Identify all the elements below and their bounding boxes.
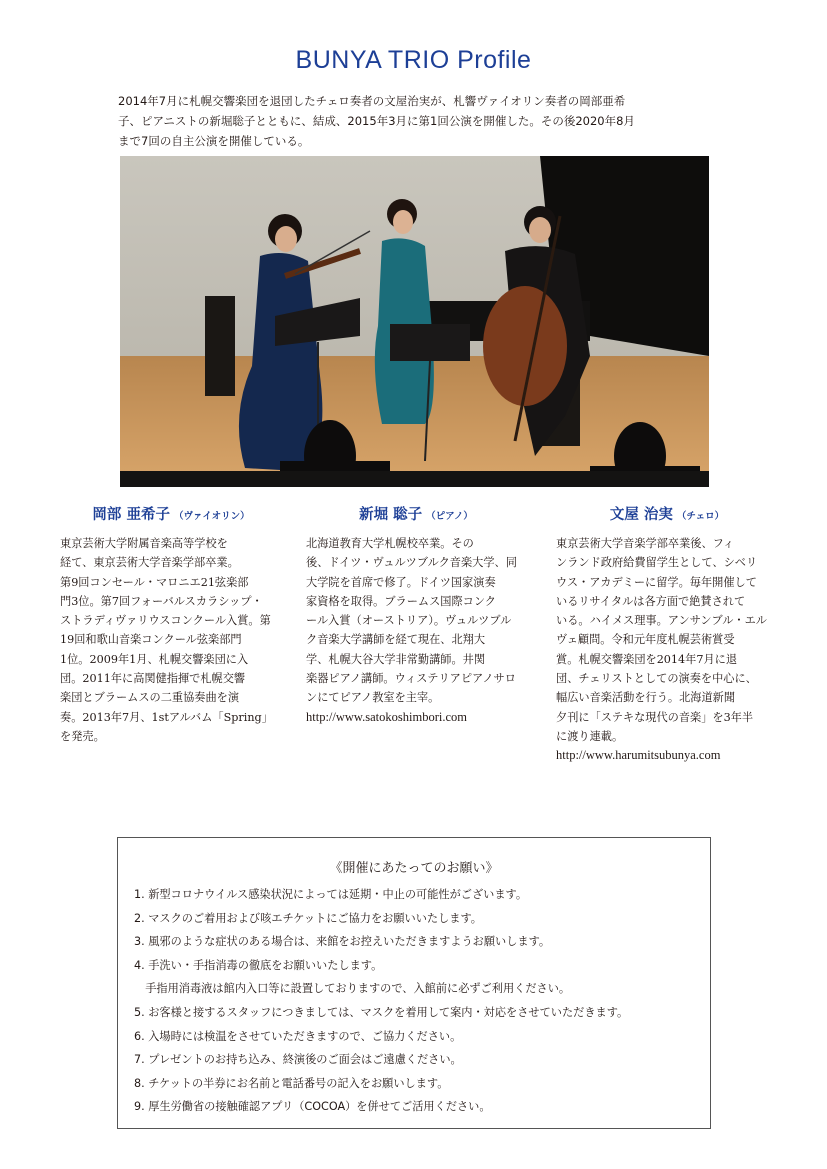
notice-item: 7. プレゼントのお持ち込み、終演後のご面会はご遠慮ください。 [134,1053,462,1067]
notice-item: 3. 風邪のような症状のある場合は、来館をお控えいただきますようお願いします。 [134,935,551,949]
member-name: 新堀 聡子 （ピアノ） [359,506,473,523]
notice-item: 2. マスクのご着用および咳エチケットにご協力をお願いいたします。 [134,911,482,925]
page-title: BUNYA TRIO Profile [295,46,532,74]
notice-item: 8. チケットの半券にお名前と電話番号の記入をお願いします。 [134,1076,449,1090]
trio-concert-photo [120,156,709,487]
notice-list [118,883,710,1119]
member-bio: 東京芸術大学音楽学部卒業後、フィ ンランド政府給費留学生として、シベリ ウス・アカデミーに留学。毎年開催して いるリサイタルは各方面で絶賛されて いる。ハイメス理事。アンサンブル・エル ヴェ顧問。令和元年度札幌芸術賞受 賞。札幌交響楽団を2014年7月に退 団、チェリストとしての演奏を中心に、 幅広い音楽活動を行う。北海道新聞 夕刊に「ステキな現代の音楽」を3年半 に渡り連載。 [556,537,767,743]
member-name: 岡部 亜希子 （ヴァイオリン） [92,506,250,523]
member-bunya [556,503,778,766]
member-bio: 北海道教育大学札幌校卒業。その 後、ドイツ・ヴュルツブルク音楽大学、同 大学院を首席で修了。ドイツ国家演奏 家資格を取得。ブラームス国際コンク ール入賞（オーストリア）。ヴュルツブル ク音楽大学講師を経て現在、北翔大 学、札幌大谷大学非常勤講師。井関 楽器ピアノ講師。ウィステリアピアノサロ ンにてピアノ教室を主宰。 [306,537,517,705]
notice-item: 9. 厚生労働省の接触確認アプリ（COCOA）を併せてご活用ください。 [134,1100,491,1114]
member-bio: 東京芸術大学附属音楽高等学校を 経て、東京芸術大学音楽学部卒業。 第9回コンセール・マロニエ21弦楽部 門3位。第7回フォーバルスカラシップ・ ストラディヴァリウスコンクール入賞。第 19回和歌山音楽コンクール弦楽部門 1位。2009年1月、札幌交響楽団に入 団。2011年に高関健指揮で札幌交響 楽団とブラームスの二重協奏曲を演 奏。2013年7月、1stアルバム「Spring」 を発売。 [60,537,273,743]
member-name: 文屋 治実 （チェロ） [609,506,725,523]
member-website-link[interactable]: http://www.harumitsubunya.com [556,748,721,763]
notice-item: 1. 新型コロナウイルス感染状況によっては延期・中止の可能性がございます。 [134,888,528,901]
member-shimbori [306,503,526,727]
member-website-link[interactable]: http://www.satokoshimbori.com [306,709,467,724]
notice-title: 《開催にあたってのお願い》 [329,861,499,876]
notice-item: 5. お客様と接するスタッフにつきましては、マスクを着用して案内・対応をさせていただきます。 [134,1005,629,1019]
notice-item: 4. 手洗い・手指消毒の徹底をお願いいたします。 手指用消毒液は館内入口等に設置しておりますので、入館前に必ずご利用ください。 [134,958,571,996]
intro-text: 2014年7月に札幌交響楽団を退団したチェロ奏者の文屋治実が、札響ヴァイオリン奏者の岡部亜希 子、ピアニストの新堀聡子とともに、結成、2015年3月に第1回公演を開催した。その後2020年8月 まで7回の自主公演を開催している。 [118,94,635,148]
notice-item: 6. 入場時には検温をさせていただきますので、ご協力ください。 [134,1029,462,1043]
member-okabe [60,503,282,746]
notice-box [117,837,711,1129]
